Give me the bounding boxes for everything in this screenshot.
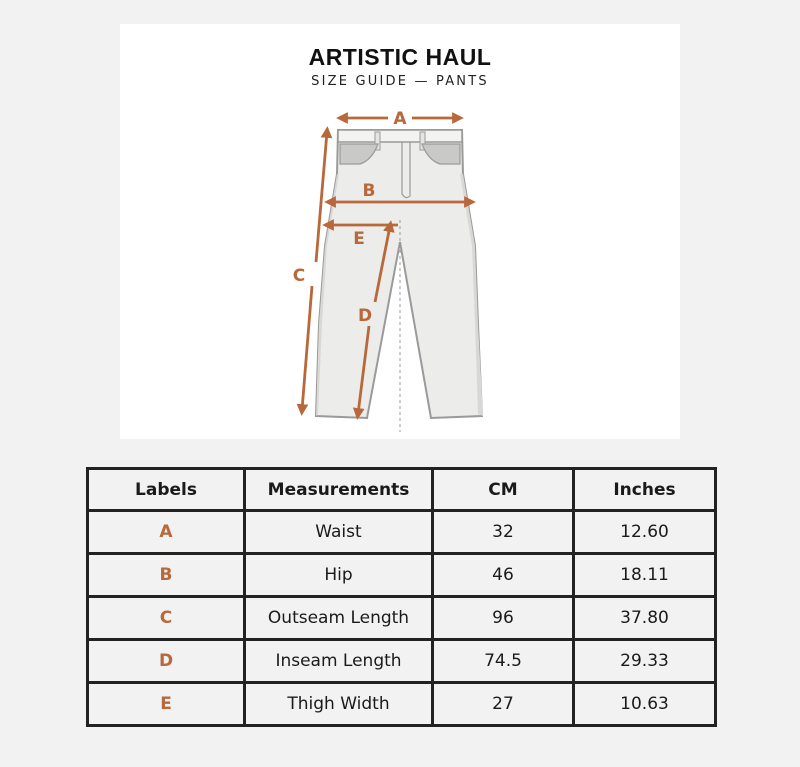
header-measurements: Measurements <box>245 469 433 511</box>
row-measurement: Thigh Width <box>245 683 433 726</box>
header-cm: CM <box>433 469 574 511</box>
label-c: C <box>292 266 306 286</box>
header-labels: Labels <box>88 469 245 511</box>
row-inches: 37.80 <box>574 597 716 640</box>
table-row <box>88 640 716 683</box>
arrow-c-lower <box>302 286 312 410</box>
table-row <box>88 511 716 554</box>
table-row <box>88 554 716 597</box>
row-label: C <box>88 597 245 640</box>
size-chart-table <box>86 467 717 727</box>
row-label: A <box>88 511 245 554</box>
row-label: B <box>88 554 245 597</box>
row-inches: 10.63 <box>574 683 716 726</box>
table-header-row <box>88 469 716 511</box>
row-inches: 18.11 <box>574 554 716 597</box>
row-label: E <box>88 683 245 726</box>
label-e: E <box>353 229 365 249</box>
row-measurement: Hip <box>245 554 433 597</box>
row-cm: 27 <box>433 683 574 726</box>
row-measurement: Waist <box>245 511 433 554</box>
row-inches: 12.60 <box>574 511 716 554</box>
size-guide-image <box>120 24 680 439</box>
row-measurement: Inseam Length <box>245 640 433 683</box>
row-inches: 29.33 <box>574 640 716 683</box>
pants-outline <box>316 130 483 432</box>
row-cm: 74.5 <box>433 640 574 683</box>
row-cm: 32 <box>433 511 574 554</box>
row-cm: 46 <box>433 554 574 597</box>
row-cm: 96 <box>433 597 574 640</box>
row-measurement: Outseam Length <box>245 597 433 640</box>
pants-diagram <box>120 24 680 439</box>
table-row <box>88 597 716 640</box>
label-a: A <box>393 109 407 129</box>
table-row <box>88 683 716 726</box>
row-label: D <box>88 640 245 683</box>
label-b: B <box>362 181 376 201</box>
header-inches: Inches <box>574 469 716 511</box>
label-d: D <box>357 306 373 326</box>
brand-title: ARTISTIC HAUL <box>308 44 492 70</box>
brand-subtitle: SIZE GUIDE — PANTS <box>311 74 489 89</box>
